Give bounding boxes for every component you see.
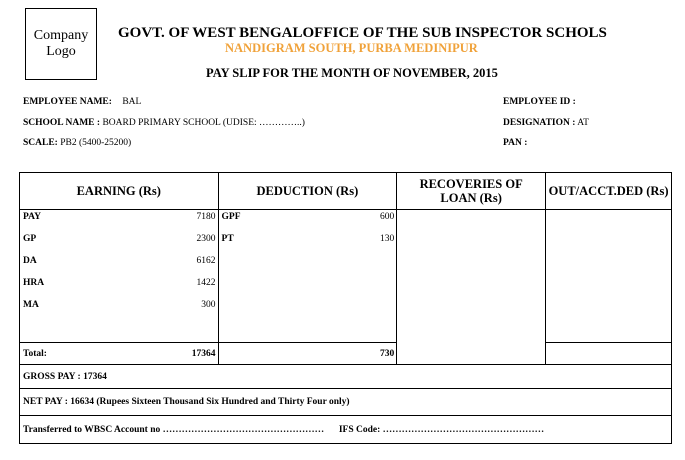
deductions-cell — [218, 210, 397, 343]
total-deduction-value: 730 — [379, 348, 395, 359]
school-name-value: BOARD PRIMARY SCHOOL (UDISE: …………..) — [102, 118, 305, 128]
org-subtitle: NANDIGRAM SOUTH, PURBA MEDINIPUR — [225, 41, 478, 55]
pay-table-header-row — [20, 173, 672, 210]
account-number-line: Transferred to WBSC Account no …………………………………………… — [23, 424, 325, 435]
pay-slip-title: PAY SLIP FOR THE MONTH OF NOVEMBER, 2015 — [206, 66, 498, 80]
net-pay-row — [20, 389, 672, 416]
out-acct-header: OUT/ACCT.DED (Rs) — [546, 173, 672, 210]
employee-name-row — [23, 97, 141, 107]
earning-label: MA — [23, 300, 39, 310]
employee-name-value: BAL — [122, 97, 142, 107]
scale-value: PB2 (5400-25200) — [60, 138, 132, 148]
deduction-amount: 600 — [379, 212, 395, 222]
deduction-label: GPF — [221, 212, 241, 222]
earning-label: PAY — [23, 212, 41, 222]
total-deduction-cell — [218, 343, 397, 365]
school-name-label: SCHOOL NAME : — [23, 118, 101, 128]
pan-label: PAN : — [503, 138, 528, 148]
account-cell — [20, 416, 672, 444]
total-label: Total: — [23, 348, 47, 359]
earnings-cell — [20, 210, 219, 343]
earning-item — [20, 298, 218, 320]
pay-table-body-row — [20, 210, 672, 343]
scale-label: SCALE: — [23, 138, 58, 148]
designation-row — [503, 118, 589, 128]
employee-id-row — [503, 97, 576, 107]
earning-item — [20, 210, 218, 232]
deduction-label: PT — [221, 234, 234, 244]
earning-item — [20, 276, 218, 298]
total-out-acct-cell — [546, 343, 672, 365]
designation-value: AT — [577, 118, 589, 128]
gross-pay-row — [20, 365, 672, 389]
earning-amount: 6162 — [196, 256, 216, 266]
earning-amount: 2300 — [196, 234, 216, 244]
earning-item — [20, 254, 218, 276]
recoveries-header — [397, 173, 546, 210]
earning-label: HRA — [23, 278, 45, 288]
logo-text-line2: Logo — [46, 44, 76, 59]
deduction-item — [219, 210, 397, 232]
ifs-code-line: IFS Code: …………………………………………… — [338, 424, 545, 435]
employee-id-label: EMPLOYEE ID : — [503, 97, 576, 107]
net-pay: NET PAY : 16634 (Rupees Sixteen Thousand Six Hundred and Thirty Four only) — [20, 389, 672, 416]
total-row — [20, 343, 672, 365]
logo-text-line1: Company — [33, 28, 89, 43]
total-earning-cell — [20, 343, 219, 365]
out-acct-cell — [546, 210, 672, 343]
earning-label: GP — [23, 234, 37, 244]
deduction-item — [219, 232, 397, 254]
school-name-row — [23, 118, 305, 128]
pay-table — [19, 172, 672, 444]
earning-item — [20, 232, 218, 254]
earning-amount: 1422 — [196, 278, 216, 288]
org-title: GOVT. OF WEST BENGALOFFICE OF THE SUB INSPECTOR SCHOLS — [118, 25, 607, 41]
earning-label: DA — [23, 256, 37, 266]
account-row — [20, 416, 672, 444]
earning-amount: 300 — [201, 300, 216, 310]
company-logo — [25, 8, 97, 80]
earning-header: EARNING (Rs) — [20, 173, 219, 210]
gross-pay: GROSS PAY : 17364 — [20, 365, 672, 389]
scale-row — [23, 138, 131, 148]
employee-name-label: EMPLOYEE NAME: — [23, 97, 112, 107]
deduction-header: DEDUCTION (Rs) — [218, 173, 397, 210]
pan-row — [503, 138, 527, 148]
designation-label: DESIGNATION : — [503, 118, 576, 128]
total-earning-value: 17364 — [191, 348, 216, 359]
earning-amount: 7180 — [196, 212, 216, 222]
recoveries-header-text: RECOVERIES OF LOAN (Rs) — [419, 177, 523, 205]
recoveries-cell — [397, 210, 546, 365]
deduction-amount: 130 — [379, 234, 395, 244]
